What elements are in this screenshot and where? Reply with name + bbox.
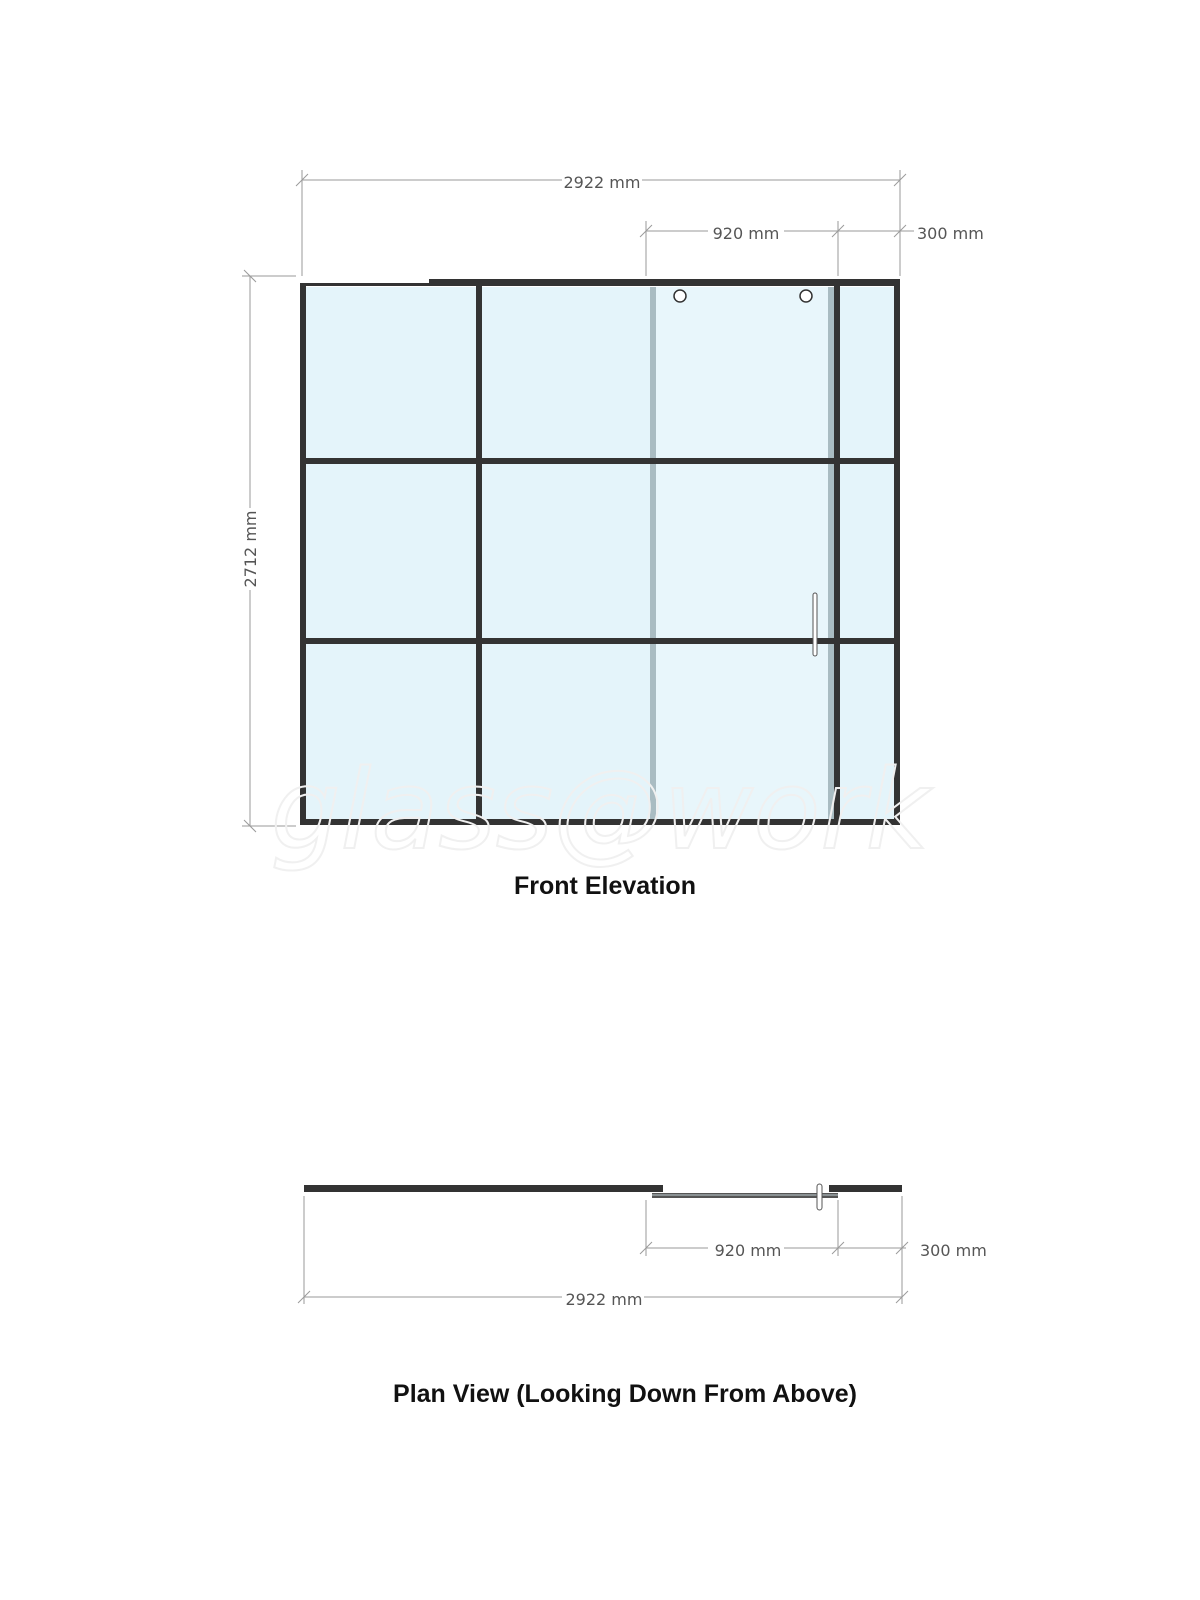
dim-label-overall-height: 2712 mm (241, 510, 260, 588)
plan-dim-label-side-panel-width: 300 mm (920, 1241, 987, 1260)
glass-side-panel (838, 287, 894, 821)
pivot-hinge-left (674, 290, 686, 302)
front-elevation-caption: Front Elevation (514, 872, 696, 900)
plan-side-panel (829, 1185, 902, 1192)
plan-dim-label-door-width: 920 mm (714, 1241, 782, 1260)
watermark-logo: glass@work (270, 746, 930, 874)
front-elevation (240, 170, 984, 900)
glass-door-leaf (652, 287, 834, 821)
door-handle (813, 593, 817, 656)
glass-panel-left (304, 287, 478, 821)
glass-panel-middle (482, 287, 652, 821)
plan-view (298, 1184, 987, 1408)
top-rail-step (300, 279, 429, 283)
door-edge-left (650, 287, 656, 821)
plan-view-caption: Plan View (Looking Down From Above) (393, 1380, 857, 1408)
dim-label-overall-width: 2922 mm (563, 173, 641, 192)
plan-door-handle (817, 1184, 822, 1210)
dim-label-side-panel-width: 300 mm (917, 224, 984, 243)
pivot-hinge-right (800, 290, 812, 302)
plan-fixed-panel-left (304, 1185, 663, 1192)
door-edge-right (828, 287, 834, 821)
dim-label-door-width: 920 mm (712, 224, 780, 243)
plan-dim-label-overall-width: 2922 mm (565, 1290, 643, 1309)
